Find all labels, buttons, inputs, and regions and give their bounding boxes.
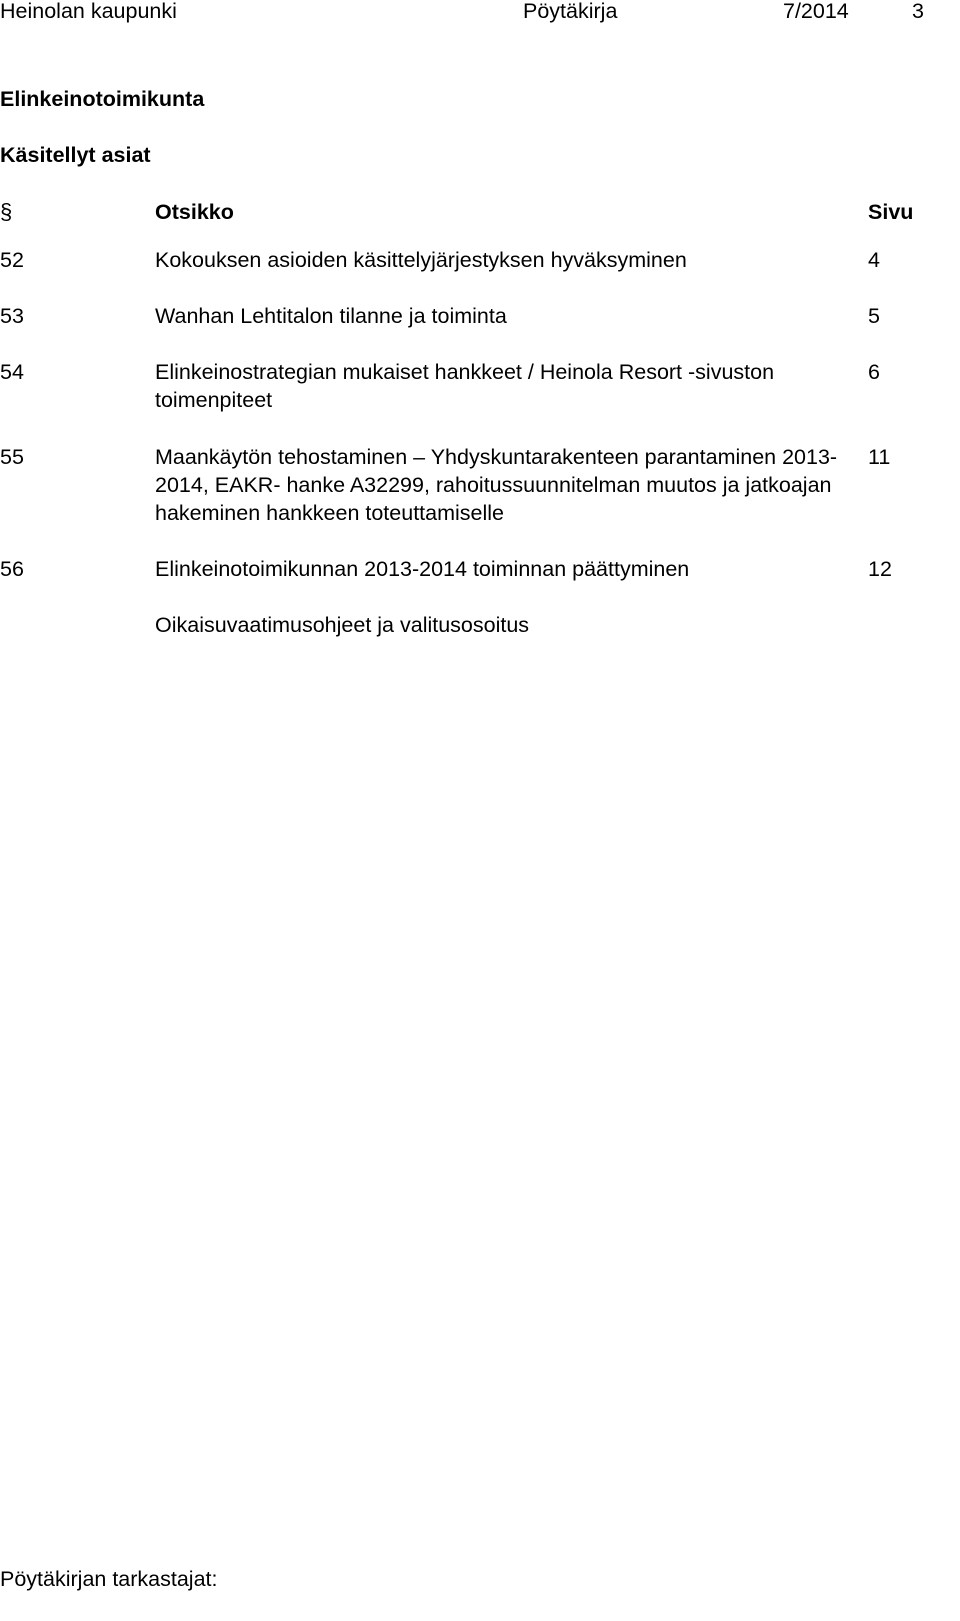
agenda-table: [0, 198, 960, 639]
agenda-title: Elinkeinostrategian mukaiset hankkeet / Heinola Resort -sivuston toimenpiteet: [155, 360, 775, 412]
agenda-page: 12: [868, 557, 892, 581]
title-column-header: Otsikko: [155, 200, 234, 224]
section-number: 56: [0, 557, 24, 581]
agenda-page: 5: [868, 304, 880, 328]
section-number: 54: [0, 360, 24, 384]
agenda-page: 6: [868, 360, 880, 384]
agenda-row: [0, 246, 960, 274]
reviewers-label: Pöytäkirjan tarkastajat:: [0, 1567, 218, 1591]
section-symbol-header: §: [0, 199, 13, 224]
agenda-page: 4: [868, 248, 880, 272]
agenda-table-header: [0, 198, 960, 226]
agenda-page: 11: [868, 445, 891, 469]
page-header: [0, 0, 960, 25]
section-title: Käsitellyt asiat: [0, 143, 151, 167]
agenda-row: [0, 302, 960, 330]
agenda-row: [0, 611, 960, 639]
agenda-title: Oikaisuvaatimusohjeet ja valitusosoitus: [155, 613, 530, 637]
page-number: 3: [912, 0, 924, 23]
document-number: 7/2014: [783, 0, 849, 23]
agenda-title: Maankäytön tehostaminen – Yhdyskuntarakenteen parantaminen 2013-2014, EAKR- hanke A32299, rahoitussuunnitelman muutos ja jatkoajan hakeminen hankkeen toteuttamiselle: [155, 445, 838, 525]
section-number: 53: [0, 304, 24, 328]
page-column-header: Sivu: [868, 200, 914, 224]
committee-name: Elinkeinotoimikunta: [0, 87, 205, 111]
organization-name: Heinolan kaupunki: [0, 0, 177, 23]
document-type: Pöytäkirja: [523, 0, 618, 23]
section-number: 52: [0, 248, 24, 272]
section-number: 55: [0, 445, 24, 469]
agenda-row: [0, 443, 960, 527]
agenda-row: [0, 358, 960, 414]
agenda-title: Elinkeinotoimikunnan 2013-2014 toiminnan päättyminen: [155, 557, 690, 581]
agenda-title: Kokouksen asioiden käsittelyjärjestyksen hyväksyminen: [155, 248, 687, 272]
agenda-title: Wanhan Lehtitalon tilanne ja toiminta: [155, 304, 507, 328]
agenda-row: [0, 555, 960, 583]
